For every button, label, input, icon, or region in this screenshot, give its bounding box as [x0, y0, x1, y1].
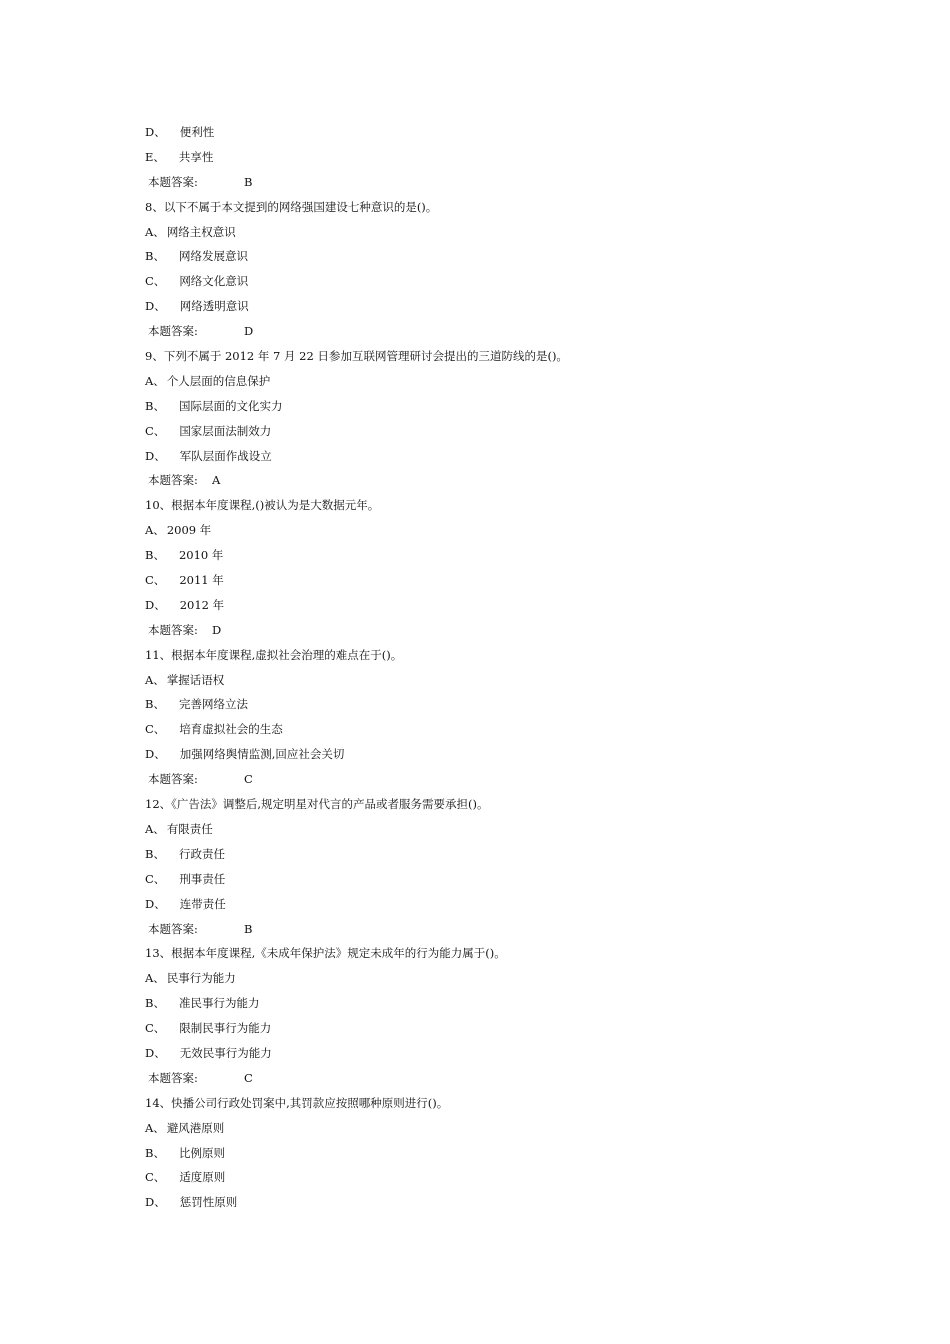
option-letter: A、	[145, 1120, 165, 1135]
option-text: 网络文化意识	[179, 274, 249, 289]
option-letter: D、	[145, 1045, 166, 1060]
answer-option	[145, 1116, 845, 1141]
option-letter: C、	[145, 722, 166, 737]
option-text: 网络透明意识	[179, 299, 249, 314]
option-letter: D、	[145, 896, 166, 911]
answer-value: A	[212, 473, 221, 488]
option-text: 2009 年	[166, 523, 212, 538]
option-text: 掌握话语权	[166, 672, 225, 687]
option-text: 完善网络立法	[178, 697, 248, 712]
option-letter: D、	[145, 1195, 166, 1210]
answer-option	[145, 543, 845, 568]
answer-option	[145, 220, 845, 245]
option-letter: C、	[145, 274, 166, 289]
question-list	[145, 120, 845, 1215]
option-text: 避风港原则	[166, 1120, 225, 1135]
answer-value: D	[244, 324, 254, 339]
option-letter: B、	[145, 697, 165, 712]
option-letter: C、	[145, 1170, 166, 1185]
option-letter: A、	[145, 373, 165, 388]
option-letter: B、	[145, 548, 165, 563]
question-text: 14、快播公司行政处罚案中,其罚款应按照哪种原则进行()。	[145, 1095, 449, 1110]
option-text: 无效民事行为能力	[179, 1045, 272, 1060]
option-text: 惩罚性原则	[179, 1195, 238, 1210]
option-letter: B、	[145, 1145, 165, 1160]
answer-option	[145, 742, 845, 767]
question-text: 9、下列不属于 2012 年 7 月 22 日参加互联网管理研讨会提出的三道防线的是()。	[145, 349, 568, 364]
answer-option	[145, 892, 845, 917]
option-text: 行政责任	[178, 846, 225, 861]
option-letter: A、	[145, 971, 165, 986]
option-letter: B、	[145, 996, 165, 1011]
answer-option	[145, 269, 845, 294]
answer-option	[145, 444, 845, 469]
option-text: 网络主权意识	[166, 224, 236, 239]
question-text: 10、根据本年度课程,()被认为是大数据元年。	[145, 498, 380, 513]
answer-option	[145, 842, 845, 867]
correct-answer	[145, 1066, 845, 1091]
option-text: 适度原则	[179, 1170, 226, 1185]
option-letter: A、	[145, 821, 165, 836]
question-text: 13、根据本年度课程,《未成年保护法》规定未成年的行为能力属于()。	[145, 946, 506, 961]
option-letter: B、	[145, 249, 165, 264]
answer-option	[145, 1016, 845, 1041]
answer-label: 本题答案:	[148, 921, 198, 936]
question-text: 8、以下不属于本文提到的网络强国建设七种意识的是()。	[145, 199, 438, 214]
option-letter: D、	[145, 299, 166, 314]
answer-option	[145, 668, 845, 693]
option-text: 2011 年	[179, 573, 224, 588]
answer-label: 本题答案:	[148, 622, 198, 637]
question-text: 12、《广告法》调整后,规定明星对代言的产品或者服务需要承担()。	[145, 797, 489, 812]
answer-option	[145, 394, 845, 419]
option-letter: B、	[145, 846, 165, 861]
option-text: 刑事责任	[179, 871, 226, 886]
answer-option	[145, 991, 845, 1016]
option-text: 连带责任	[179, 896, 226, 911]
option-letter: D、	[145, 125, 166, 139]
correct-answer	[145, 319, 845, 344]
answer-option	[145, 593, 845, 618]
answer-option	[145, 294, 845, 319]
answer-label: 本题答案:	[148, 324, 198, 339]
answer-option	[145, 568, 845, 593]
option-text: 网络发展意识	[178, 249, 248, 264]
option-letter: E、	[145, 149, 165, 164]
answer-option	[145, 1190, 845, 1215]
answer-label: 本题答案:	[148, 473, 198, 488]
option-text: 加强网络舆情监测,回应社会关切	[179, 747, 345, 762]
option-text: 军队层面作战设立	[179, 448, 272, 463]
option-text: 培育虚拟社会的生态	[179, 722, 283, 737]
option-text: 便利性	[179, 125, 215, 139]
answer-label: 本题答案:	[148, 1070, 198, 1085]
option-letter: B、	[145, 398, 165, 413]
answer-option	[145, 419, 845, 444]
answer-value: B	[244, 921, 253, 936]
answer-option	[145, 518, 845, 543]
option-text: 个人层面的信息保护	[166, 373, 271, 388]
answer-option	[145, 1141, 845, 1166]
option-letter: C、	[145, 573, 166, 588]
answer-option	[145, 120, 845, 145]
option-text: 准民事行为能力	[178, 996, 260, 1011]
correct-answer	[145, 618, 845, 643]
option-letter: C、	[145, 1021, 166, 1036]
correct-answer	[145, 170, 845, 195]
answer-value: C	[244, 772, 253, 787]
answer-label: 本题答案:	[148, 174, 198, 189]
answer-value: D	[212, 622, 222, 637]
answer-option	[145, 966, 845, 991]
option-text: 国家层面法制效力	[179, 423, 272, 438]
option-letter: D、	[145, 747, 166, 762]
option-letter: C、	[145, 423, 166, 438]
option-text: 国际层面的文化实力	[178, 398, 283, 413]
option-text: 民事行为能力	[166, 971, 236, 986]
option-letter: A、	[145, 672, 165, 687]
answer-option	[145, 244, 845, 269]
answer-option	[145, 717, 845, 742]
answer-option	[145, 369, 845, 394]
answer-value: C	[244, 1070, 253, 1085]
option-letter: A、	[145, 224, 165, 239]
option-letter: D、	[145, 448, 166, 463]
option-text: 共享性	[178, 149, 214, 164]
answer-label: 本题答案:	[148, 772, 198, 787]
question-text: 11、根据本年度课程,虚拟社会治理的难点在于()。	[145, 647, 403, 662]
option-text: 比例原则	[178, 1145, 225, 1160]
option-letter: A、	[145, 523, 165, 538]
answer-value: B	[244, 174, 253, 189]
correct-answer	[145, 917, 845, 942]
correct-answer	[145, 468, 845, 493]
correct-answer	[145, 767, 845, 792]
option-letter: C、	[145, 871, 166, 886]
answer-option	[145, 817, 845, 842]
option-text: 限制民事行为能力	[179, 1021, 272, 1036]
answer-option	[145, 1165, 845, 1190]
answer-option	[145, 692, 845, 717]
answer-option	[145, 145, 845, 170]
option-text: 2012 年	[179, 597, 225, 612]
option-text: 有限责任	[166, 821, 213, 836]
answer-option	[145, 867, 845, 892]
option-letter: D、	[145, 597, 166, 612]
answer-option	[145, 1041, 845, 1066]
option-text: 2010 年	[178, 548, 224, 563]
